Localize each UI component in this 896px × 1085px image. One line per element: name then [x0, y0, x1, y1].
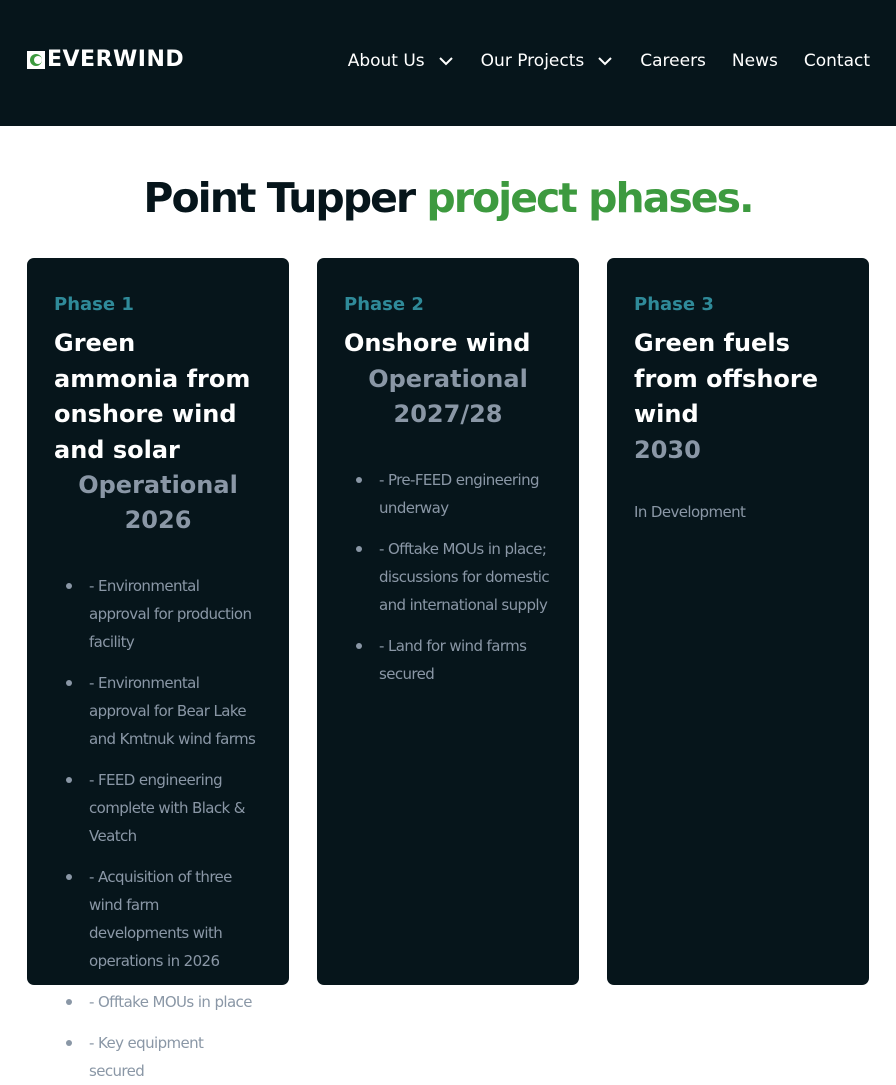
list-item: - Pre-FEED engineering underway — [352, 466, 552, 522]
phase-label: Phase 3 — [634, 294, 714, 315]
nav-item-careers[interactable] — [640, 48, 706, 74]
list-item: - Environmental approval for Bear Lake and Kmtnuk wind farms — [62, 669, 262, 753]
nav-item-label: Contact — [803, 51, 870, 71]
phase-heading: Onshore wind — [344, 329, 531, 357]
phase-card-3 — [607, 258, 869, 985]
nav-item-our-projects[interactable] — [481, 48, 615, 74]
page-title-green: project phases. — [426, 174, 753, 222]
list-item: - Environmental approval for production facility — [62, 572, 262, 656]
list-item: - Offtake MOUs in place; discussions for domestic and international supply — [352, 535, 552, 619]
phase-note: In Development — [634, 502, 746, 521]
list-item: - Key equipment secured — [62, 1029, 262, 1085]
phase-card-2 — [317, 258, 579, 985]
chevron-down-icon[interactable] — [596, 52, 614, 70]
phase-label: Phase 1 — [54, 294, 134, 315]
phase-label: Phase 2 — [344, 294, 424, 315]
main-nav — [348, 48, 870, 74]
phase-status: 2030 — [634, 435, 701, 464]
nav-item-label: About Us — [347, 51, 425, 71]
list-item: - Offtake MOUs in place — [62, 988, 262, 1016]
phase-bullets — [54, 572, 262, 1085]
phase-heading: Green fuels from offshore wind — [634, 329, 819, 428]
phase-card-1 — [27, 258, 289, 1080]
nav-item-label: Careers — [640, 51, 706, 71]
nav-item-label: Our Projects — [480, 51, 585, 71]
list-item: - Land for wind farms secured — [352, 632, 552, 688]
phase-bullets — [344, 466, 552, 688]
logo-mark-icon — [27, 51, 45, 69]
nav-item-label: News — [731, 51, 778, 71]
site-header — [0, 0, 896, 126]
nav-item-news[interactable] — [732, 48, 778, 74]
nav-item-about-us[interactable] — [348, 48, 455, 74]
list-item: - Acquisition of three wind farm developments with operations in 2026 — [62, 863, 262, 975]
page-title — [0, 172, 896, 224]
phase-status: Operational 2027/28 — [368, 364, 528, 428]
phase-status: Operational 2026 — [78, 471, 238, 534]
logo-text: EVERWIND — [47, 47, 185, 72]
page-title-dark: Point Tupper — [143, 174, 427, 222]
phase-heading: Green ammonia from onshore wind and solar — [54, 329, 251, 464]
nav-item-contact[interactable] — [804, 48, 870, 74]
list-item: - FEED engineering complete with Black & Veatch — [62, 766, 262, 850]
chevron-down-icon[interactable] — [437, 52, 455, 70]
everwind-logo[interactable] — [27, 48, 184, 72]
